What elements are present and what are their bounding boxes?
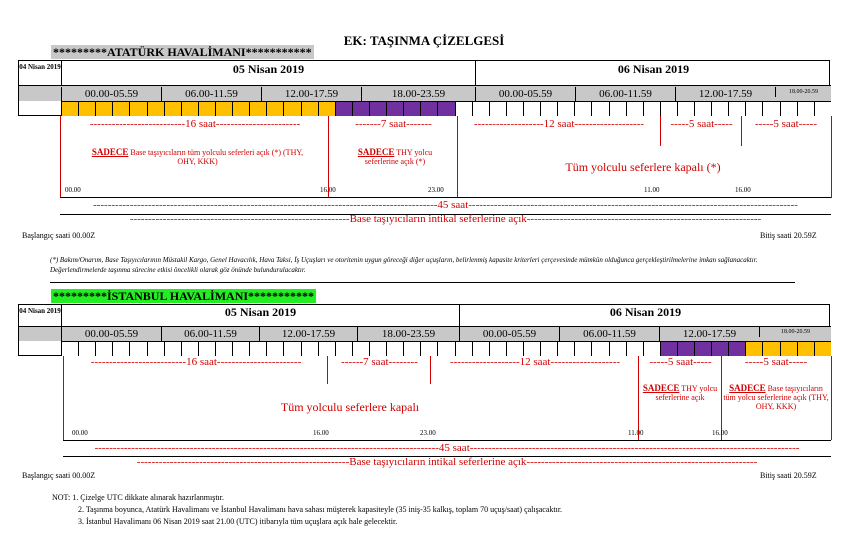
hour-cell <box>797 102 814 116</box>
hour-cell <box>677 342 694 356</box>
hour-cell <box>112 342 129 356</box>
hour-cell <box>745 102 762 116</box>
istanbul-base-only-note <box>723 384 829 411</box>
ataturk-duration: -----5 saat----- <box>755 118 817 130</box>
istanbul-divider <box>430 356 431 384</box>
hour-cell <box>78 342 95 356</box>
istanbul-slot: 18.00-20.59 <box>759 327 831 337</box>
istanbul-duration: -----5 saat----- <box>649 356 712 368</box>
istanbul-slot: 06.00-11.59 <box>161 327 259 341</box>
hour-cell <box>403 102 420 116</box>
istanbul-tick: 16.00 <box>313 429 329 437</box>
hour-cell <box>283 102 300 116</box>
ataturk-tick: 11.00 <box>644 186 660 194</box>
hour-cell <box>335 102 352 116</box>
hour-cell <box>489 102 506 116</box>
istanbul-day2-header: 06 Nisan 2019 <box>459 305 831 326</box>
hour-cell <box>455 102 472 116</box>
hour-cell <box>643 102 660 116</box>
ataturk-duration: -------------------12 saat------------------- <box>473 118 645 130</box>
hour-cell <box>455 342 472 356</box>
istanbul-note-text: THY yolcu seferlerine açık <box>655 384 718 402</box>
hour-cell <box>523 102 540 116</box>
hour-cell <box>540 102 557 116</box>
ataturk-start: Başlangıç saati 00.00Z <box>22 231 96 240</box>
hour-cell <box>711 342 728 356</box>
hour-cell <box>129 342 146 356</box>
istanbul-note-emph: SADECE <box>642 383 680 393</box>
hour-cell <box>626 102 643 116</box>
hour-cell <box>420 102 437 116</box>
istanbul-divider <box>327 356 328 384</box>
hour-cell <box>489 342 506 356</box>
istanbul-banner: *********İSTANBUL HAVALİMANI*********** <box>53 289 315 303</box>
hour-cell <box>506 102 523 116</box>
ataturk-tick: 16.00 <box>320 186 336 194</box>
hour-cell <box>147 342 164 356</box>
hour-cell <box>694 102 711 116</box>
hour-cell <box>112 102 129 116</box>
ataturk-total: ----------------------------------------------------------------------------------------------45 saat------------------------------------------------------------------------------------------ <box>93 199 798 211</box>
istanbul-start: Başlangıç saati 00.00Z <box>22 471 96 480</box>
ataturk-divider <box>457 116 458 198</box>
hour-cell <box>352 102 369 116</box>
istanbul-closed-note: Tüm yolculu seferlere kapalı <box>280 400 420 414</box>
hour-cell <box>266 102 283 116</box>
ataturk-note-text: Base taşıyıcıların tüm yolculu seferleri açık (*) (THY, OHY, KKK) <box>128 148 304 166</box>
istanbul-duration: -------------------12 saat------------------- <box>449 356 621 368</box>
footnote: (*) Bakım/Onarım, Base Taşıyıcılarının Müstakil Kargo, Genel Havacılık, Hava Taksi, İş Uçuşları ve otoritenin uygun göreceği diğer uçuşların, belirlenmiş kapasite kriterleri çerçevesinde mümkün olduğunca gerçekleştirilmelerine imkan sağlanacaktır. Değerlendirmelerde taşınma sürecine etkisi öncelikli olarak göz önünde bulundurulacaktır. <box>50 256 758 274</box>
hour-cell <box>574 342 591 356</box>
ataturk-slot: 18.00-20.59 <box>775 87 831 97</box>
hour-cell <box>198 102 215 116</box>
page-title: EK: TAŞINMA ÇİZELGESİ <box>343 33 505 48</box>
istanbul-slot: 00.00-05.59 <box>459 327 559 341</box>
ataturk-slot: 18.00-23.59 <box>361 87 475 101</box>
hour-cell <box>437 342 454 356</box>
istanbul-base-line: ----------------------------------------------------------Base taşıyıcıların intikal seferlerine açık--------------------------------------------------------------- <box>136 456 758 468</box>
hour-cell <box>745 342 762 356</box>
hour-cell <box>762 102 779 116</box>
hour-cell <box>301 342 318 356</box>
hour-cell <box>694 342 711 356</box>
hour-cell <box>181 342 198 356</box>
ataturk-date-box: 04 Nisan 2019 <box>19 63 61 71</box>
ataturk-base-line: ------------------------------------------------------------Base taşıyıcıların intikal seferlerine açık---------------------------------------------------------------- <box>129 213 762 225</box>
istanbul-total-band <box>63 440 831 457</box>
ataturk-divider <box>741 116 742 146</box>
ataturk-duration: -----5 saat----- <box>670 118 733 130</box>
istanbul-divider <box>721 356 722 440</box>
istanbul-tick: 00.00 <box>72 429 88 437</box>
ataturk-slot: 06.00-11.59 <box>161 87 261 101</box>
istanbul-hour-bar <box>61 341 831 356</box>
note-line: NOT: 1. Çizelge UTC dikkate alınarak hazırlanmıştır. <box>52 493 224 502</box>
note-line: 3. İstanbul Havalimanı 06 Nisan 2019 saat 21.00 (UTC) itibarıyla tüm uçuşlara açık hale gelecektir. <box>78 517 398 526</box>
hour-cell <box>61 342 78 356</box>
notes <box>52 492 792 528</box>
hour-cell <box>762 342 779 356</box>
istanbul-schedule-table <box>18 304 830 356</box>
hour-cell <box>609 342 626 356</box>
hour-cell <box>232 102 249 116</box>
ataturk-duration: --------------------------16 saat----------------------- <box>89 118 301 130</box>
hour-cell <box>301 102 318 116</box>
istanbul-slot: 18.00-23.59 <box>357 327 459 341</box>
hour-cell <box>420 342 437 356</box>
istanbul-day1-header: 05 Nisan 2019 <box>61 305 459 326</box>
hour-cell <box>386 342 403 356</box>
istanbul-total: ----------------------------------------------------------------------------------------------45 saat------------------------------------------------------------------------------------------ <box>94 442 800 454</box>
ataturk-day2-header: 06 Nisan 2019 <box>475 61 831 85</box>
ataturk-base-only-note <box>85 148 310 166</box>
hour-cell <box>78 102 95 116</box>
istanbul-thy-only-note <box>640 384 720 402</box>
istanbul-note-text: Base taşıyıcıların tüm yolcu seferlerine açık (THY, OHY, KKK) <box>723 384 829 411</box>
istanbul-tick: 23.00 <box>420 429 436 437</box>
istanbul-tick: 16.00 <box>712 429 728 437</box>
hour-cell <box>557 342 574 356</box>
ataturk-end: Bitiş saati 20.59Z <box>760 231 817 240</box>
hour-cell <box>266 342 283 356</box>
hour-cell <box>711 102 728 116</box>
note-line: 2. Taşınma boyunca, Atatürk Havalimanı ve İstanbul Havalimanı hava sahası müşterek kapasiteyle (35 iniş-35 kalkış, toplam 70 uçuş/saat) çalışacaktır. <box>78 505 563 514</box>
istanbul-note-emph: SADECE <box>729 383 766 393</box>
hour-cell <box>591 342 608 356</box>
hour-cell <box>215 342 232 356</box>
hour-cell <box>472 342 489 356</box>
hour-cell <box>437 102 454 116</box>
hour-cell <box>352 342 369 356</box>
ataturk-slot: 12.00-17.59 <box>261 87 361 101</box>
hour-cell <box>540 342 557 356</box>
ataturk-note-emph: SADECE <box>357 147 395 157</box>
hour-cell <box>814 102 831 116</box>
hour-cell <box>609 102 626 116</box>
hour-cell <box>95 102 112 116</box>
hour-cell <box>386 102 403 116</box>
hour-cell <box>164 342 181 356</box>
hour-cell <box>403 342 420 356</box>
istanbul-tick: 11.00 <box>628 429 644 437</box>
istanbul-duration: --------------------------16 saat----------------------- <box>90 356 302 368</box>
istanbul-date-box: 04 Nisan 2019 <box>19 307 61 315</box>
istanbul-base-band <box>63 456 831 468</box>
hour-cell <box>61 102 78 116</box>
hour-cell <box>677 102 694 116</box>
hour-cell <box>232 342 249 356</box>
istanbul-slot: 12.00-17.59 <box>659 327 759 341</box>
hour-cell <box>626 342 643 356</box>
hour-cell <box>472 102 489 116</box>
hour-cell <box>523 342 540 356</box>
hour-cell <box>814 342 831 356</box>
hour-cell <box>164 102 181 116</box>
hour-cell <box>728 342 745 356</box>
ataturk-slot: 00.00-05.59 <box>61 87 161 101</box>
ataturk-duration: -------7 saat------- <box>355 118 432 130</box>
ataturk-divider <box>660 116 661 146</box>
hour-cell <box>574 102 591 116</box>
ataturk-tick: 00.00 <box>65 186 81 194</box>
hour-cell <box>318 342 335 356</box>
hour-cell <box>557 102 574 116</box>
ataturk-thy-only-note <box>345 148 445 166</box>
ataturk-note-text: THY yolcu seferlerine açık (*) <box>364 148 433 166</box>
hour-cell <box>591 102 608 116</box>
istanbul-divider <box>638 356 639 440</box>
hour-cell <box>129 102 146 116</box>
hour-cell <box>198 342 215 356</box>
ataturk-tick: 16.00 <box>735 186 751 194</box>
ataturk-schedule-table <box>18 60 830 116</box>
istanbul-duration: ------7 saat-------- <box>341 356 418 368</box>
hour-cell <box>181 102 198 116</box>
ataturk-slot: 12.00-17.59 <box>675 87 775 101</box>
istanbul-slot: 12.00-17.59 <box>259 327 357 341</box>
ataturk-slot: 06.00-11.59 <box>575 87 675 101</box>
istanbul-slot: 00.00-05.59 <box>61 327 161 341</box>
ataturk-note-emph: SADECE <box>91 147 129 157</box>
istanbul-end: Bitiş saati 20.59Z <box>760 471 817 480</box>
hour-cell <box>318 102 335 116</box>
ataturk-slot: 00.00-05.59 <box>475 87 575 101</box>
hour-cell <box>95 342 112 356</box>
ataturk-banner: *********ATATÜRK HAVALİMANI*********** <box>53 45 312 59</box>
ataturk-hour-bar <box>61 101 831 116</box>
istanbul-slot: 06.00-11.59 <box>559 327 659 341</box>
hour-cell <box>215 102 232 116</box>
hour-cell <box>660 102 677 116</box>
hour-cell <box>249 342 266 356</box>
hour-cell <box>335 342 352 356</box>
hour-cell <box>780 342 797 356</box>
hour-cell <box>506 342 523 356</box>
istanbul-duration: -----5 saat----- <box>745 356 807 368</box>
hour-cell <box>147 102 164 116</box>
footnote-divider <box>50 282 795 283</box>
hour-cell <box>660 342 677 356</box>
ataturk-closed-note: Tüm yolculu seferlere kapalı (*) <box>565 160 721 174</box>
ataturk-base-band <box>60 213 831 225</box>
hour-cell <box>797 342 814 356</box>
ataturk-day1-header: 05 Nisan 2019 <box>61 61 475 85</box>
hour-cell <box>780 102 797 116</box>
hour-cell <box>369 102 386 116</box>
hour-cell <box>283 342 300 356</box>
hour-cell <box>249 102 266 116</box>
hour-cell <box>369 342 386 356</box>
ataturk-tick: 23.00 <box>428 186 444 194</box>
hour-cell <box>728 102 745 116</box>
hour-cell <box>643 342 660 356</box>
